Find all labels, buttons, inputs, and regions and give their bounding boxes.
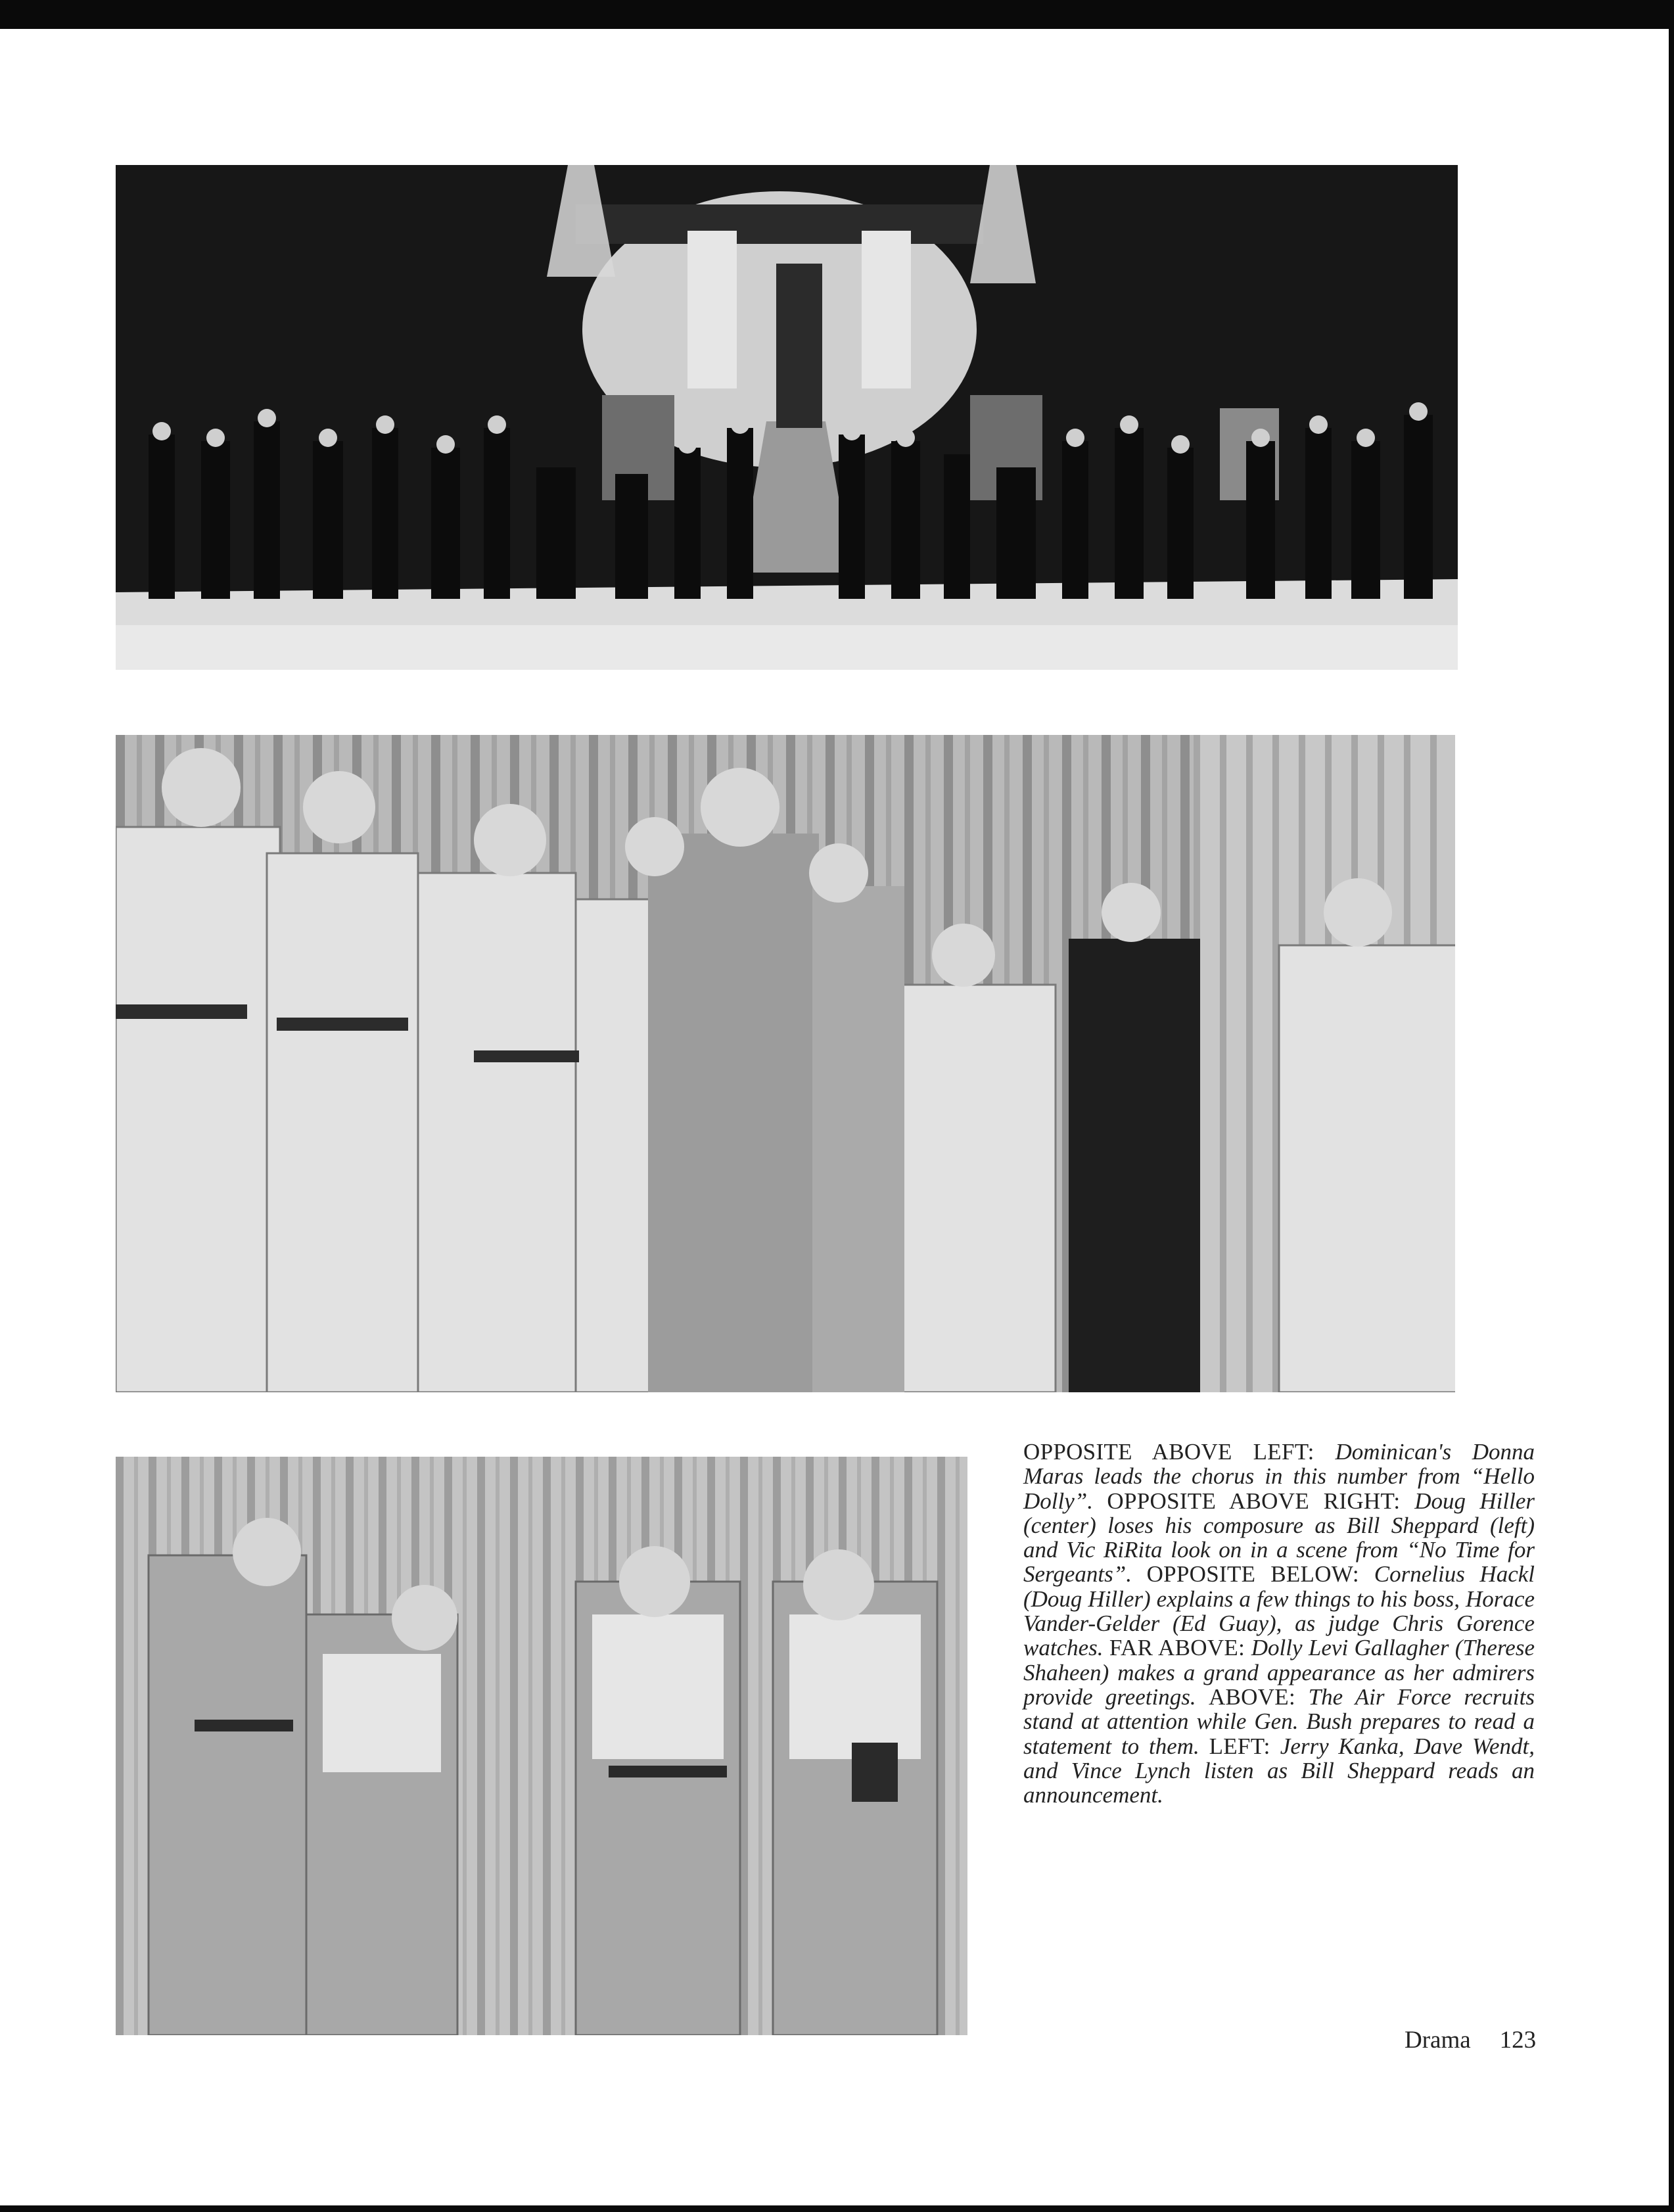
photo-hello-dolly-stage: [116, 165, 1458, 670]
page-number: 123: [1499, 2027, 1537, 2054]
caption-label: ABOVE:: [1208, 1683, 1309, 1710]
caption-label: OPPOSITE BELOW:: [1146, 1561, 1374, 1588]
caption-text: Doug Hiller (center) loses his composure as Bill Sheppard (left) and Vic RiRita look on in a scene from “No Time for Sergeants”.: [1023, 1488, 1535, 1588]
page-folio: [1405, 2026, 1536, 2054]
caption-text: Cornelius Hackl (Doug Hiller) explains a few things to his boss, Horace Vander-Gelder (Ed Guay), as judge Chris Gorence watches.: [1023, 1561, 1535, 1661]
caption-label: OPPOSITE ABOVE RIGHT:: [1107, 1488, 1415, 1514]
caption-label: FAR ABOVE:: [1109, 1635, 1251, 1661]
caption-label: LEFT:: [1209, 1733, 1280, 1759]
photo-caption: [1023, 1440, 1535, 1807]
scan-bottom-border: [0, 2205, 1674, 2212]
caption-text: Jerry Kanka, Dave Wendt, and Vince Lynch listen as Bill Sheppard reads an announcement.: [1023, 1733, 1535, 1808]
caption-text: Dominican's Donna Maras leads the chorus in this number from “Hello Dolly”.: [1023, 1439, 1535, 1514]
scan-right-border: [1669, 0, 1674, 2212]
section-name: Drama: [1405, 2027, 1471, 2054]
caption-text: Dolly Levi Gallagher (Therese Shaheen) makes a grand appearance as her admirers provide greetings.: [1023, 1635, 1535, 1710]
photo-air-force-recruits: [116, 735, 1455, 1392]
caption-label: OPPOSITE ABOVE LEFT:: [1023, 1439, 1336, 1465]
photo-announcement-scene: [116, 1457, 967, 2035]
scan-top-border: [0, 0, 1674, 29]
caption-text: The Air Force recruits stand at attention while Gen. Bush prepares to read a statement to them.: [1023, 1683, 1535, 1759]
